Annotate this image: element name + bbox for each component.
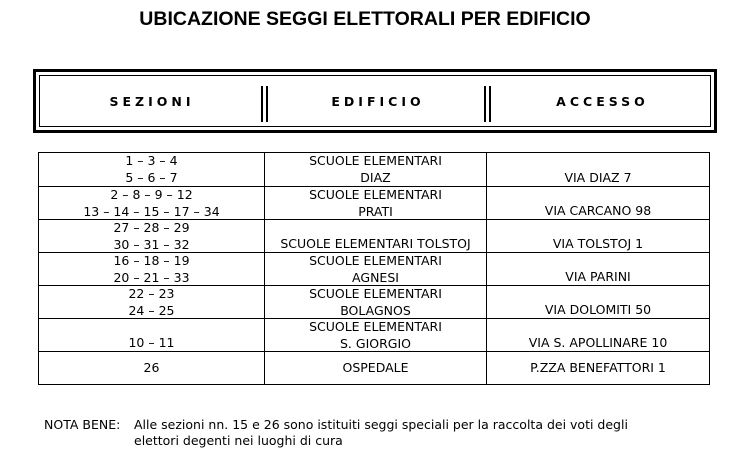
- cell-sezioni: [39, 220, 264, 252]
- header-edificio: EDIFICIO: [331, 93, 425, 109]
- seggi-table: [38, 152, 710, 385]
- header-accesso: ACCESSO: [556, 93, 649, 109]
- table-row: [39, 219, 709, 252]
- cell-edificio: [264, 187, 486, 219]
- table-row: [39, 153, 709, 186]
- sezioni-line: 26: [143, 359, 160, 375]
- cell-sezioni: [39, 187, 264, 219]
- table-row: [39, 252, 709, 285]
- accesso-text: VIA TOLSTOJ 1: [552, 235, 644, 251]
- cell-accesso: [486, 187, 709, 219]
- sezioni-line: 27 – 28 – 29: [113, 220, 190, 235]
- sezioni-line: 1 – 3 – 4: [125, 153, 178, 168]
- edificio-line: PRATI: [358, 203, 393, 219]
- cell-accesso: [486, 286, 709, 318]
- table-header: [33, 69, 717, 133]
- edificio-line: SCUOLE ELEMENTARI: [309, 319, 442, 334]
- sezioni-line: 13 – 14 – 15 – 17 – 34: [83, 203, 220, 219]
- nota-bene-text-line1: Alle sezioni nn. 15 e 26 sono istituiti seggi speciali per la raccolta dei voti degli: [134, 417, 628, 432]
- cell-accesso: [486, 153, 709, 186]
- sezioni-line: 2 – 8 – 9 – 12: [110, 187, 193, 202]
- cell-sezioni: [39, 319, 264, 351]
- sezioni-line: 16 – 18 – 19: [113, 253, 190, 268]
- nota-bene-label: NOTA BENE:: [44, 417, 121, 432]
- edificio-line: SCUOLE ELEMENTARI: [309, 286, 442, 301]
- edificio-line: SCUOLE ELEMENTARI: [309, 253, 442, 268]
- edificio-line: SCUOLE ELEMENTARI TOLSTOJ: [280, 235, 471, 251]
- table-header-inner: [39, 75, 711, 127]
- header-sezioni: SEZIONI: [109, 93, 195, 109]
- cell-accesso: [486, 352, 709, 384]
- cell-sezioni: [39, 352, 264, 384]
- cell-accesso: [486, 220, 709, 252]
- cell-accesso: [486, 319, 709, 351]
- accesso-text: VIA S. APOLLINARE 10: [528, 334, 668, 350]
- cell-edificio: [264, 286, 486, 318]
- cell-edificio: [264, 319, 486, 351]
- accesso-text: VIA DOLOMITI 50: [544, 301, 652, 317]
- sezioni-line: 24 – 25: [128, 302, 175, 318]
- accesso-text: VIA PARINI: [565, 268, 631, 284]
- edificio-line: BOLAGNOS: [340, 302, 411, 318]
- sezioni-line: 20 – 21 – 33: [113, 269, 190, 285]
- header-separator-1: [261, 86, 263, 122]
- table-row: [39, 318, 709, 351]
- sezioni-line: 30 – 31 – 32: [113, 236, 190, 252]
- table-row: [39, 186, 709, 219]
- accesso-text: P.ZZA BENEFATTORI 1: [530, 359, 666, 375]
- cell-edificio: [264, 153, 486, 186]
- cell-sezioni: [39, 153, 264, 186]
- accesso-text: VIA DIAZ 7: [564, 169, 632, 185]
- sezioni-line: 5 – 6 – 7: [125, 169, 178, 185]
- edificio-line: SCUOLE ELEMENTARI: [309, 187, 442, 202]
- edificio-line: SCUOLE ELEMENTARI: [309, 153, 442, 168]
- cell-accesso: [486, 253, 709, 285]
- edificio-line: DIAZ: [360, 169, 391, 185]
- sezioni-line: 10 – 11: [128, 334, 175, 350]
- accesso-text: VIA CARCANO 98: [544, 202, 652, 218]
- nota-bene-text-line2: elettori degenti nei luoghi di cura: [134, 433, 343, 448]
- page-title: UBICAZIONE SEGGI ELETTORALI PER EDIFICIO: [139, 8, 591, 30]
- table-row: [39, 351, 709, 384]
- header-separator-2: [484, 86, 486, 122]
- edificio-line: OSPEDALE: [342, 359, 409, 375]
- cell-sezioni: [39, 253, 264, 285]
- edificio-line: AGNESI: [352, 269, 399, 285]
- edificio-line: S. GIORGIO: [340, 335, 411, 351]
- cell-edificio: [264, 220, 486, 252]
- cell-edificio: [264, 253, 486, 285]
- cell-edificio: [264, 352, 486, 384]
- sezioni-line: 22 – 23: [128, 286, 175, 301]
- cell-sezioni: [39, 286, 264, 318]
- table-row: [39, 285, 709, 318]
